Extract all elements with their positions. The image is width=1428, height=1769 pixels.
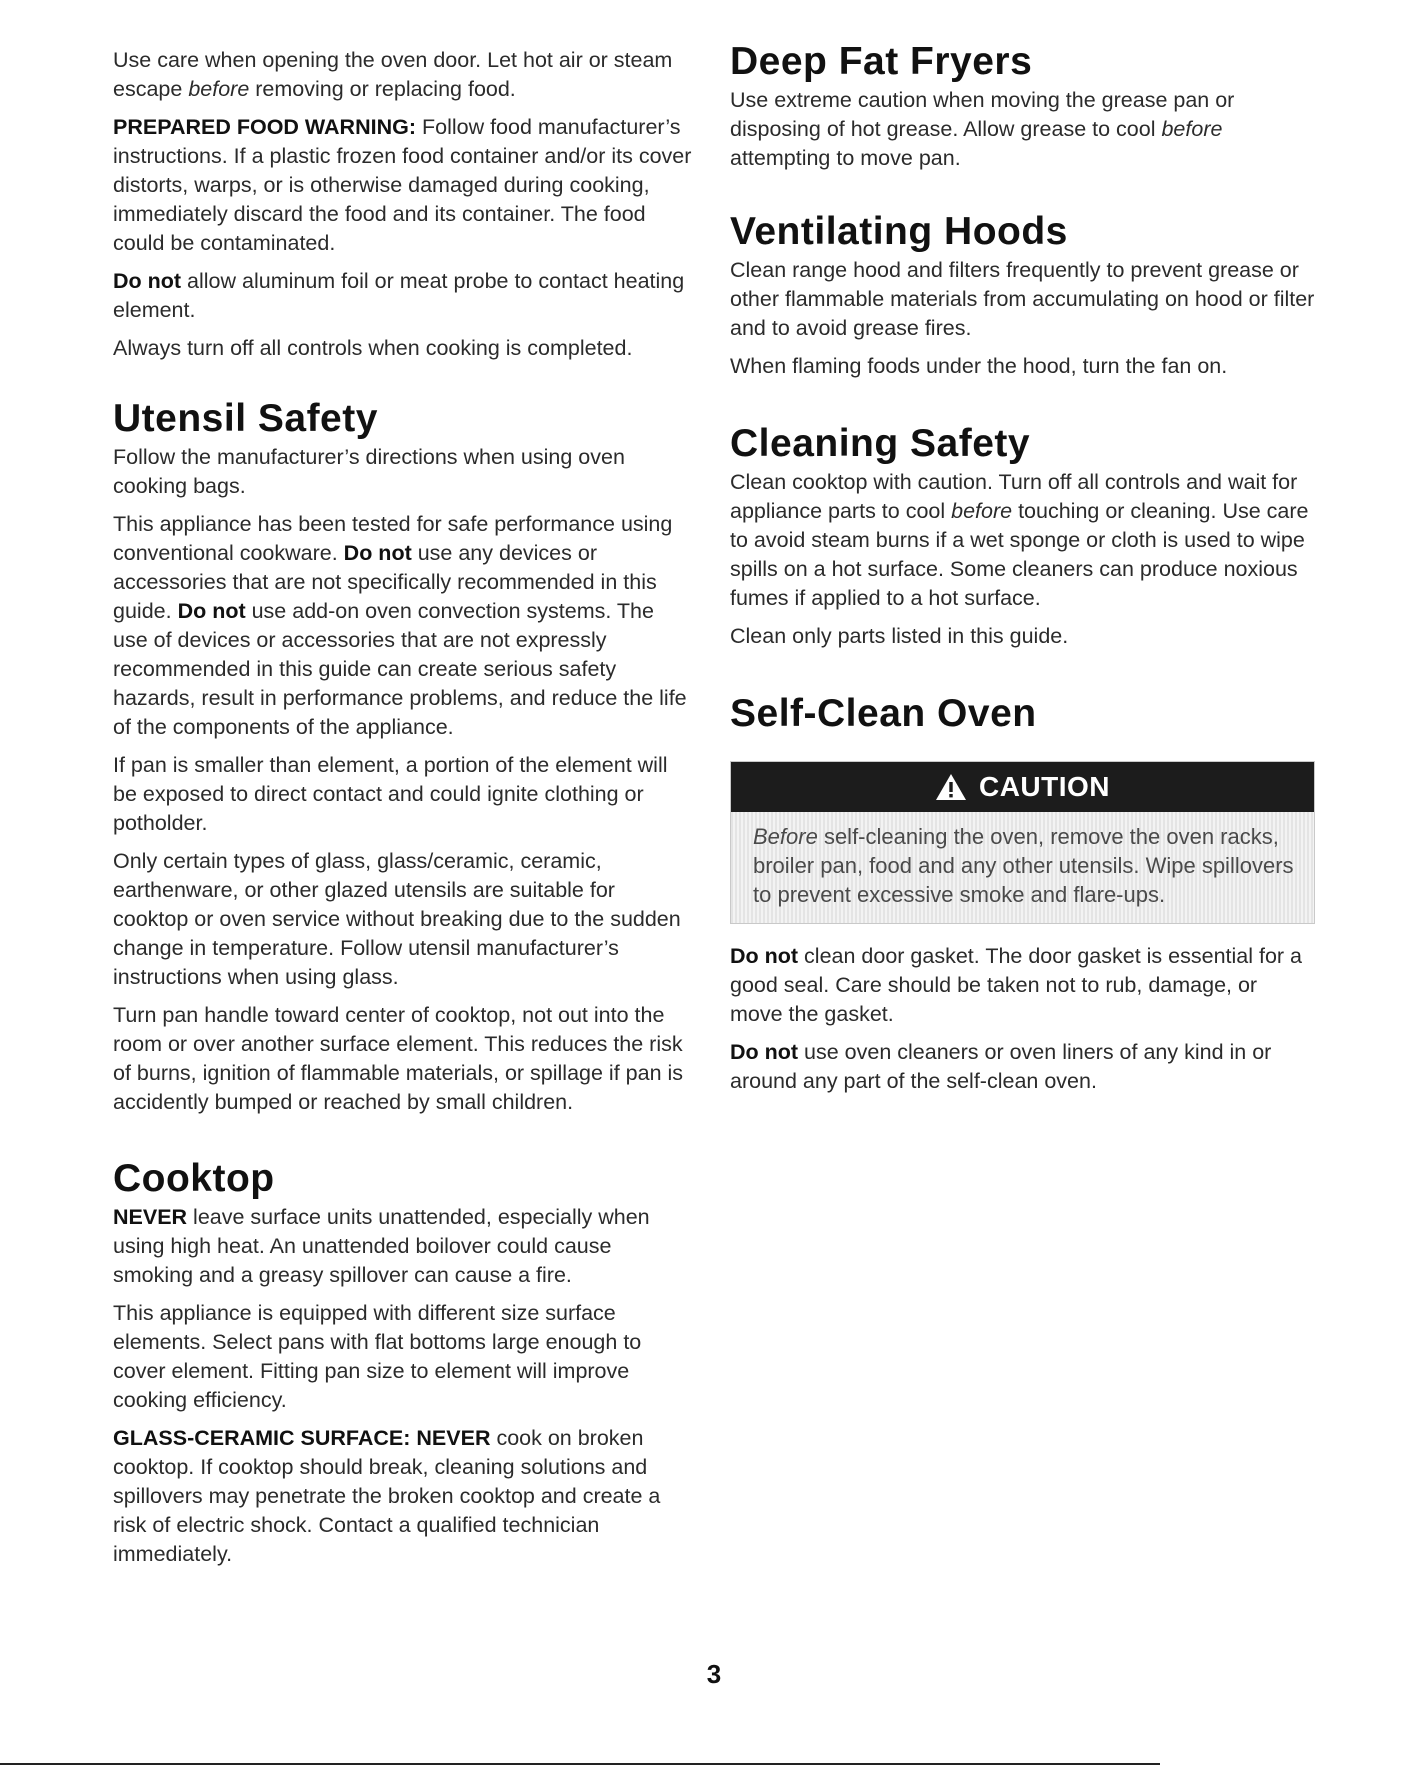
paragraph-grease-pan: Use extreme caution when moving the grease pan or disposing of hot grease. Allow grease to cool before attempting to move pan. [730,88,1235,170]
caution-title: CAUTION [978,771,1111,802]
heading-deep-fat-fryers: Deep Fat Fryers [730,40,1033,83]
heading-utensil-safety: Utensil Safety [113,397,378,440]
paragraph-glass-ceramic: GLASS-CERAMIC SURFACE: NEVER cook on broken cooktop. If cooktop should break, cleaning solutions and spillovers may penetrate the broken cooktop and create a risk of electric shock. Contact a qualified technician immediately. [113,1426,661,1566]
bottom-rule [0,1763,1160,1765]
paragraph-conventional-cookware: This appliance has been tested for safe performance using conventional cookware. Do not use any devices or accessories that are not specifically recommended in this guide. Do not use add-on oven convection systems. The use of devices or accessories that are not expressly recommended in this guide can create serious safety hazards, result in performance problems, and reduce the life of the components of the appliance. [113,512,687,739]
paragraph-surface-elements: This appliance is equipped with different size surface elements. Select pans with flat bottoms large enough to cover element. Fitting pan size to element will improve cooking efficiency. [113,1301,642,1412]
heading-self-clean-oven: Self-Clean Oven [730,692,1037,735]
warning-icon [935,773,967,801]
heading-cleaning-safety: Cleaning Safety [730,422,1031,465]
heading-cooktop: Cooktop [113,1157,275,1200]
right-column [730,40,1315,1105]
paragraph-pan-smaller: If pan is smaller than element, a portion of the element will be exposed to direct contact and could ignite clothing or potholder. [113,753,668,835]
caution-box [730,761,1315,924]
page-number: 3 [706,1659,722,1689]
paragraph-oven-cleaners: Do not use oven cleaners or oven liners of any kind in or around any part of the self-clean oven. [730,1040,1272,1093]
paragraph-aluminum-foil: Do not allow aluminum foil or meat probe to contact heating element. [113,269,685,322]
caution-text: Before self-cleaning the oven, remove the oven racks, broiler pan, food and any other utensils. Wipe spillovers to prevent excessive smoke and flare-ups. [731,812,1314,923]
left-column [113,46,693,1578]
paragraph-clean-cooktop: Clean cooktop with caution. Turn off all controls and wait for appliance parts to cool before touching or cleaning. Use care to avoid steam burns if a wet sponge or cloth is used to wipe spills on a hot surface. Some cleaners can produce noxious fumes if applied to a hot surface. [730,470,1309,610]
paragraph-cooking-bags: Follow the manufacturer’s directions when using oven cooking bags. [113,445,625,498]
paragraph-oven-door: Use care when opening the oven door. Let hot air or steam escape before removing or replacing food. [113,48,673,101]
paragraph-range-hood: Clean range hood and filters frequently to prevent grease or other flammable materials from accumulating on hood or filter and to avoid grease fires. [730,258,1315,340]
paragraph-turn-off-controls: Always turn off all controls when cooking is completed. [113,336,633,360]
paragraph-never-unattended: NEVER leave surface units unattended, especially when using high heat. An unattended boilover could cause smoking and a greasy spillover can cause a fire. [113,1205,650,1287]
heading-ventilating-hoods: Ventilating Hoods [730,210,1068,253]
paragraph-pan-handle: Turn pan handle toward center of cooktop, not out into the room or over another surface element. This reduces the risk of burns, ignition of flammable materials, or spillage if pan is accidently bumped or reached by small children. [113,1003,684,1114]
caution-bar [731,762,1314,812]
paragraph-door-gasket: Do not clean door gasket. The door gasket is essential for a good seal. Care should be taken not to rub, damage, or move the gasket. [730,944,1303,1026]
paragraph-glass-utensils: Only certain types of glass, glass/ceramic, ceramic, earthenware, or other glazed utensils are suitable for cooktop or oven service without breaking due to the sudden change in temperature. Follow utensil manufacturer’s instructions when using glass. [113,849,681,989]
paragraph-prepared-food-warning: PREPARED FOOD WARNING: Follow food manufacturer’s instructions. If a plastic frozen food container and/or its cover distorts, warps, or is otherwise damaged during cooking, immediately discard the food and its container. The food could be contaminated. [113,115,692,255]
paragraph-flaming-foods: When flaming foods under the hood, turn the fan on. [730,354,1228,378]
paragraph-clean-parts: Clean only parts listed in this guide. [730,624,1069,648]
